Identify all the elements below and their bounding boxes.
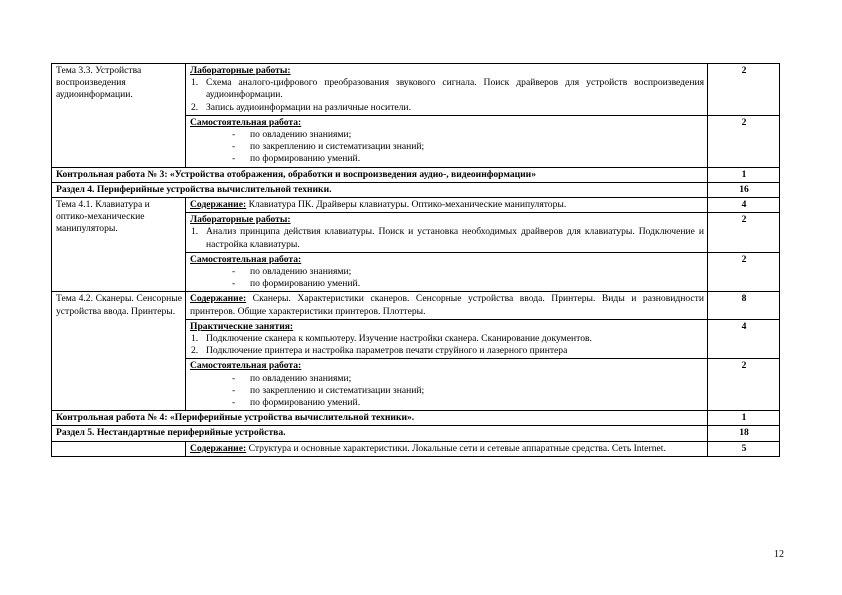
hours-cell: 2 — [708, 213, 780, 253]
syllabus-table — [51, 63, 780, 457]
topic-title: Тема 4.1. Клавиатура и оптико-механические манипуляторы. — [56, 199, 150, 235]
content-text: Клавиатура ПК. Драйверы клавиатуры. Оптико-механические манипуляторы. — [246, 199, 567, 211]
section-cell: Раздел 4. Периферийные устройства вычислительной техники. — [52, 182, 708, 197]
topic-cell — [52, 292, 186, 411]
lab-work-title: Лабораторные работы: — [190, 214, 291, 226]
content-label: Содержание: — [190, 293, 247, 305]
list-item — [190, 129, 704, 141]
list-item — [190, 345, 704, 357]
lab-work-cell — [186, 64, 708, 116]
content-text: Структура и основные характеристики. Локальные сети и сетевые аппаратные средства. Сеть Internet. — [246, 442, 666, 454]
self-work-title: Самостоятельная работа: — [190, 116, 302, 128]
list-item — [190, 226, 704, 250]
hours-cell: 16 — [708, 182, 780, 197]
test-work-cell: Контрольная работа № 4: «Периферийные устройства вычислительной техники». — [52, 411, 708, 426]
dash-mark: - — [232, 397, 236, 409]
item-number: 1. — [191, 226, 199, 238]
hours-cell: 18 — [708, 426, 780, 441]
hours-cell: 1 — [708, 411, 780, 426]
topic-cell — [52, 64, 186, 168]
item-text: по формированию умений. — [250, 397, 361, 409]
self-work-cell — [186, 115, 708, 167]
dash-mark: - — [232, 129, 236, 141]
self-work-title: Самостоятельная работа: — [190, 253, 302, 265]
table-row — [52, 426, 780, 441]
hours-cell: 4 — [708, 198, 780, 213]
hours-cell: 2 — [708, 252, 780, 292]
lab-work-title: Лабораторные работы: — [190, 65, 291, 76]
dash-mark: - — [232, 266, 236, 278]
list-item — [190, 397, 704, 409]
list-item — [190, 141, 704, 153]
dash-mark: - — [232, 153, 236, 165]
list-item — [190, 333, 704, 345]
table-row — [52, 64, 780, 116]
practice-cell — [186, 319, 708, 359]
item-text: по овладению знаниями; — [250, 129, 352, 141]
dash-mark: - — [232, 372, 236, 384]
item-text: по закреплению и систематизации знаний; — [250, 141, 425, 153]
hours-cell: 4 — [708, 319, 780, 359]
hours-cell: 5 — [708, 441, 780, 456]
table-row — [52, 411, 780, 426]
item-text: Анализ принципа действия клавиатуры. Поиск и установка необходимых драйверов для клавиатуры. Подключение и настройка клавиатуры. — [206, 226, 704, 250]
table-row — [52, 292, 780, 319]
item-text: по закреплению и систематизации знаний; — [250, 384, 425, 396]
list-item — [190, 266, 704, 278]
hours-cell: 2 — [708, 64, 780, 116]
content-cell — [186, 441, 708, 456]
practice-title: Практические занятия: — [190, 320, 294, 332]
list-item — [190, 153, 704, 165]
dash-mark: - — [232, 141, 236, 153]
topic-cell — [52, 441, 186, 456]
item-number: 1. — [191, 77, 199, 89]
hours-cell: 1 — [708, 167, 780, 182]
item-text: по овладению знаниями; — [250, 372, 352, 384]
page-number: 12 — [774, 549, 784, 560]
item-text: Запись аудиоинформации на различные носители. — [206, 101, 411, 113]
lab-work-cell — [186, 213, 708, 253]
table-row — [52, 182, 780, 197]
dash-mark: - — [232, 278, 236, 290]
hours-cell: 2 — [708, 115, 780, 167]
topic-title: Тема 4.2. Сканеры. Сенсорные устройства ввода. Принтеры. — [56, 293, 182, 317]
hours-cell: 8 — [708, 292, 780, 319]
dash-mark: - — [232, 384, 236, 396]
content-cell — [186, 292, 708, 319]
list-item — [190, 77, 704, 101]
topic-title: Тема 3.3. Устройства воспроизведения аудиоинформации. — [56, 65, 142, 101]
item-text: Схема аналого-цифрового преобразования звукового сигнала. Поиск драйверов для устройств воспроизведения аудиоинформации. — [206, 77, 704, 101]
self-work-title: Самостоятельная работа: — [190, 360, 302, 372]
item-text: по овладению знаниями; — [250, 266, 352, 278]
list-item — [190, 102, 704, 114]
topic-cell — [52, 198, 186, 292]
content-cell — [186, 198, 708, 213]
list-item — [190, 278, 704, 290]
table-row — [52, 198, 780, 213]
item-number: 2. — [191, 345, 199, 357]
content-label: Содержание: — [190, 199, 247, 211]
item-text: Подключение принтера и настройка параметров печати струйного и лазерного принтера — [206, 345, 568, 357]
list-item — [190, 373, 704, 385]
content-text: Сканеры. Характеристики сканеров. Сенсорные устройства ввода. Принтеры. Виды и разновидности принтеров. Общие характеристики принтеров. Плоттеры. — [190, 293, 704, 317]
item-text: Подключение сканера к компьютеру. Изучение настройки сканера. Сканирование документов. — [206, 333, 592, 345]
table-row — [52, 167, 780, 182]
table-row — [52, 441, 780, 456]
content-label: Содержание: — [190, 442, 247, 454]
item-number: 2. — [191, 101, 199, 113]
test-work-cell: Контрольная работа № 3: «Устройства отображения, обработки и воспроизведения аудио-, видеоинформации» — [52, 167, 708, 182]
item-text: по формированию умений. — [250, 278, 361, 290]
self-work-cell — [186, 359, 708, 411]
self-work-cell — [186, 252, 708, 292]
item-text: по формированию умений. — [250, 153, 361, 165]
item-number: 1. — [191, 333, 199, 345]
hours-cell: 2 — [708, 359, 780, 411]
section-cell: Раздел 5. Нестандартные периферийные устройства. — [52, 426, 708, 441]
list-item — [190, 385, 704, 397]
